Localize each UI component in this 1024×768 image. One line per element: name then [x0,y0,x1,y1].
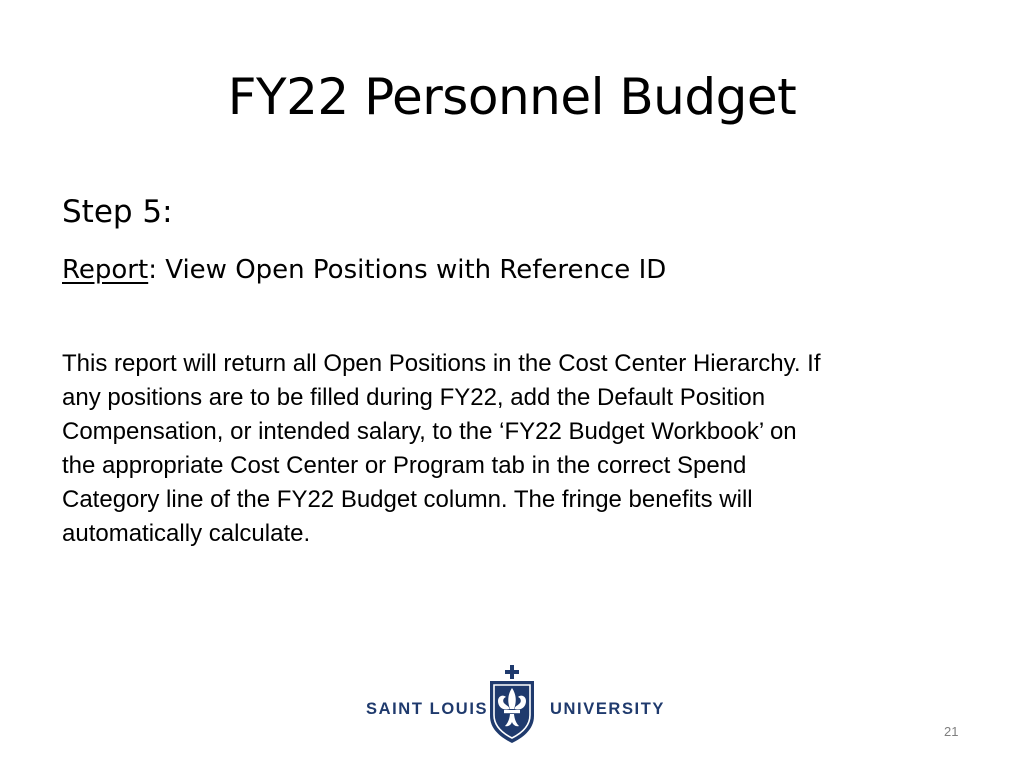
logo-left-word: SAINT LOUIS [366,700,489,718]
body-line: Compensation, or intended salary, to the ‘FY22 Budget Workbook’ on [62,418,797,445]
report-separator: : [148,255,166,285]
page-number: 21 [944,724,959,739]
body-line: This report will return all Open Positions in the Cost Center Hierarchy. If [62,350,821,377]
report-label: Report [62,255,149,285]
slide-title: FY22 Personnel Budget [227,68,797,126]
university-logo [364,664,666,744]
body-line: the appropriate Cost Center or Program tab in the correct Spend [62,452,747,479]
logo-right-word: UNIVERSITY [550,700,666,718]
body-line: Category line of the FY22 Budget column. The fringe benefits will [62,486,753,513]
body-line: automatically calculate. [62,520,311,547]
fleur-de-lis-shield-icon [486,664,538,744]
body-paragraph [62,347,987,551]
report-text: View Open Positions with Reference ID [165,255,667,285]
step-heading: Step 5: [62,194,173,230]
body-line: any positions are to be filled during FY22, add the Default Position [62,384,766,411]
report-line [62,250,666,290]
